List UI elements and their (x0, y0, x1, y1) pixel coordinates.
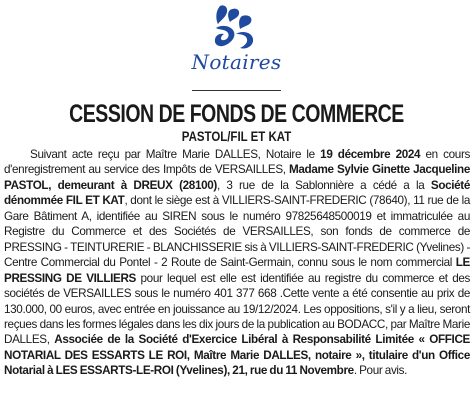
title-divider (192, 90, 281, 91)
page-subtitle: PASTOL/FIL ET KAT (181, 129, 292, 144)
body-text-notary-office: Associée de la Société d'Exercice Libéral à Responsabilité Limitée « OFFICE NOTARIAL DES ESSARTS LE ROI, Maître Marie DALLES, notaire », titulaire d'un Office Notarial à LES ESSARTS-LE-ROI (Yvelines), 21, rue du 11 Novembre (4, 333, 470, 378)
body-text-buyer: Société dénommée FIL ET KAT (4, 178, 470, 208)
body-text-segment: en cours d'enregistrement au service des Impôts de VERSAILLES, (4, 148, 470, 177)
body-text-seller: Madame Sylvie Ginette Jacqueline PASTOL, demeurant à DREUX (28100) (4, 163, 470, 192)
body-text-segment: , dont le siège est à VILLIERS-SAINT-FREDERIC (78640), 11 rue de la Gare Bâtiment A, identifiée au SIREN sous le numéro 97825648500019 et immatriculée au Registre du Commerce et des Sociétés de VERSAILLES, son fonds de commerce de PRESSING - TEINTURERIE - BLANCHISSERIE sis à VILLIERS-SAINT-FREDERIC (Yvelines) - Centre Commercial du Pontel - 2 Route de Saint-Germain, connu sous le nom commercial (4, 194, 470, 270)
page-title: CESSION DE FONDS DE COMMERCE (69, 100, 404, 128)
body-text-segment: Suivant acte reçu par Maître Marie DALLES, Notaire le (30, 148, 321, 161)
legal-notice-body (4, 147, 470, 379)
body-text-segment: , 3 rue de la Sablonnière a cédé a la (216, 178, 431, 192)
notaires-emblem-icon (206, 4, 262, 54)
body-text-segment: pour lequel est elle est identifiée au registre du commerce et des sociétés de VERSAILLES sous le numéro 401 377 668 .Cette vente a été consentie au prix de 130.000, 00 euros, avec entrée en jouissance au 19/12/2024. Les oppositions, s'il y a lieu, seront reçues dans les formes légales dans les dix jours de la publication au BODACC, par Maître Marie DALLES, (4, 271, 470, 347)
notaires-logo-text: Notaires (191, 50, 282, 74)
body-text-segment: . Pour avis. (353, 364, 408, 378)
notaires-logo (0, 4, 473, 80)
body-text-trade-name: LE PRESSING DE VILLIERS (4, 256, 470, 285)
body-text-date: 19 décembre 2024 (320, 148, 421, 161)
